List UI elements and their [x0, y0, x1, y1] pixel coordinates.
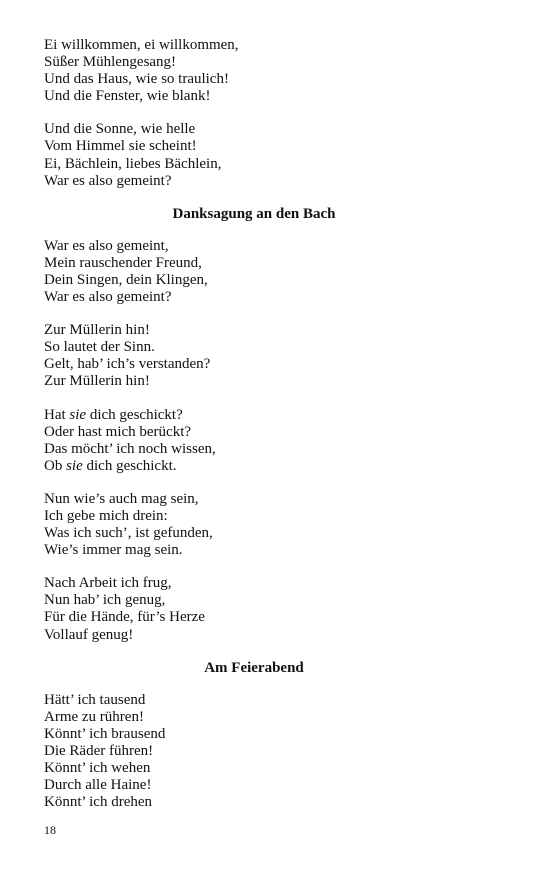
verse-line: Und die Fenster, wie blank!	[44, 88, 211, 105]
verse-line: Vom Himmel sie scheint!	[44, 138, 197, 155]
section-heading: Danksagung an den Bach	[172, 205, 336, 222]
verse-line: Könnt’ ich drehen	[44, 794, 153, 811]
stanza	[44, 322, 464, 390]
page-number: 18	[44, 823, 56, 837]
verse-line: Und die Sonne, wie helle	[44, 121, 196, 138]
verse-line: Hat sie dich geschickt?	[44, 406, 183, 423]
verse-line: Die Räder führen!	[44, 742, 154, 759]
verse-line: Nun hab’ ich genug,	[44, 592, 166, 609]
verse-line: So lautet der Sinn.	[44, 339, 155, 356]
verse-line: Ei willkommen, ei willkommen,	[44, 37, 239, 53]
stanza	[44, 407, 464, 475]
verse-line: Arme zu rühren!	[44, 708, 144, 725]
stanza	[44, 491, 464, 559]
verse-line: Gelt, hab’ ich’s verstanden?	[44, 356, 211, 373]
stanza	[44, 37, 464, 105]
verse-line: Süßer Mühlengesang!	[44, 54, 177, 71]
verse-line: Vollauf genug!	[44, 626, 134, 643]
stanza	[44, 121, 464, 189]
verse-line: Was ich such’, ist gefunden,	[44, 525, 213, 542]
verse-line: Für die Hände, für’s Herze	[44, 609, 205, 626]
verse-line: Dein Singen, dein Klingen,	[44, 271, 208, 288]
verse-line: Könnt’ ich wehen	[44, 760, 151, 776]
section-heading: Am Feierabend	[204, 659, 304, 676]
verse-line: Das möcht’ ich noch wissen,	[44, 440, 216, 457]
verse-line: Und das Haus, wie so traulich!	[44, 71, 229, 88]
stanza	[44, 575, 464, 643]
verse-line: Zur Müllerin hin!	[44, 322, 150, 339]
emphasis: sie	[66, 457, 83, 474]
emphasis: sie	[69, 406, 87, 423]
poem-text	[44, 37, 464, 827]
verse-line: Nach Arbeit ich frug,	[44, 575, 172, 592]
verse-line: War es also gemeint?	[44, 172, 172, 189]
verse-line: Hätt’ ich tausend	[44, 691, 146, 708]
stanza	[44, 692, 464, 812]
verse-line: Nun wie’s auch mag sein,	[44, 490, 199, 507]
verse-line: Könnt’ ich brausend	[44, 725, 166, 742]
verse-line: War es also gemeint?	[44, 289, 172, 306]
verse-line: Oder hast mich berückt?	[44, 423, 192, 440]
verse-line: Ob sie dich geschickt.	[44, 457, 177, 474]
verse-line: War es also gemeint,	[44, 237, 169, 254]
verse-line: Mein rauschender Freund,	[44, 254, 202, 271]
verse-line: Wie’s immer mag sein.	[44, 542, 183, 559]
verse-line: Ei, Bächlein, liebes Bächlein,	[44, 155, 222, 172]
verse-line: Ich gebe mich drein:	[44, 507, 168, 524]
verse-line: Durch alle Haine!	[44, 777, 152, 794]
verse-line: Zur Müllerin hin!	[44, 373, 150, 390]
stanza	[44, 238, 464, 306]
